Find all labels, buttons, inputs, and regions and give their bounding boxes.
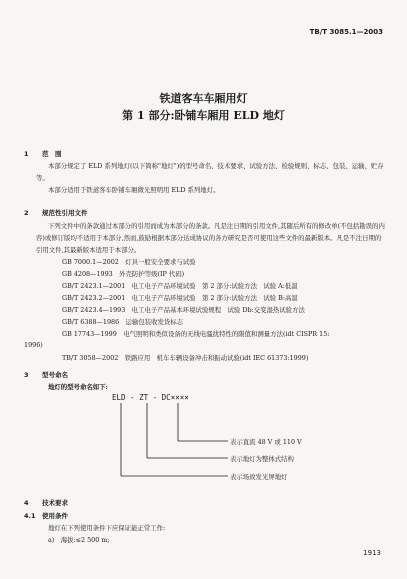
reference-item: TB/T 3058—2002 铁路应用 机车车辆设备冲击和振动试验(idt IEC 61373:1999) xyxy=(62,354,309,362)
section-1-paragraph-1: 本部分规定了 ELD 系列地灯(以下简称"地灯")的型号命名、技术要求、试验方法、检验规则、标志、包装、运输、贮存等。 xyxy=(36,162,384,182)
code-description-voltage: 表示直流 48 V 或 110 V xyxy=(230,438,302,446)
section-number: 4 xyxy=(24,499,29,507)
section-4-paragraph-1: 地灯在下列使用条件下应保证能正常工作: xyxy=(48,524,166,532)
code-description-structure: 表示地灯为整体式结构 xyxy=(230,455,294,463)
reference-item: GB 17743—1999 电气照明和类似设备的无线电骚扰特性的限值和测量方法(idt CISPR 15: xyxy=(62,330,330,338)
standard-number: TB/T 3085.1—2003 xyxy=(309,28,383,36)
section-number: 2 xyxy=(24,209,29,217)
reference-item: GB 7000.1—2002 灯具一般安全要求与试验 xyxy=(62,258,196,266)
subsection-title: 使用条件 xyxy=(42,512,68,520)
subsection-number: 4.1 xyxy=(24,512,36,520)
model-code: ELD - ZT - DC×××× xyxy=(112,393,189,402)
section-2-paragraph-1: 下列文件中的条款通过本部分的引用而成为本部分的条款。凡是注日期的引用文件,其随后所有的修改单(不包括勘误的内容)或修订版均不适用于本部分,然而,鼓励根据本部分达成协议的各方研究是否可使用这些文件的最新版本。凡是不注日期的引用文件,其最新版本适用于本部分。 xyxy=(36,222,385,254)
reference-item: GB/T 6388—1986 运输包装收发货标志 xyxy=(62,318,184,326)
reference-item: GB/T 2423.4—1993 电工电子产品基本环境试验规程 试验 Db:交变湿热试验方法 xyxy=(62,306,305,314)
section-title: 规范性引用文件 xyxy=(42,209,88,217)
reference-item-continuation: 1996) xyxy=(24,341,43,349)
section-4-heading xyxy=(24,498,68,507)
reference-item: GB 4208—1993 外壳防护等级(IP 代码) xyxy=(62,270,185,278)
subsection-4-1-heading xyxy=(24,511,68,520)
page-number: 1913 xyxy=(363,549,381,557)
code-description-type: 表示场致发光屏地灯 xyxy=(230,473,288,481)
section-title: 范 围 xyxy=(42,150,62,158)
document-title: 铁道客车车厢用灯 xyxy=(159,92,248,105)
section-title: 型号命名 xyxy=(42,371,68,379)
document-subtitle: 第 1 部分:卧铺车厢用 ELD 地灯 xyxy=(122,109,285,122)
condition-item-a: a) 海拔:≤2 500 m; xyxy=(48,536,110,544)
reference-item: GB/T 2423.1—2001 电工电子产品环境试验 第 2 部分:试验方法 试验 A:低温 xyxy=(62,282,298,290)
reference-item: GB/T 2423.2—2001 电工电子产品环境试验 第 2 部分:试验方法 试验 B:高温 xyxy=(62,294,298,302)
section-number: 1 xyxy=(24,150,29,158)
section-1-paragraph-2: 本部分适用于铁道客车卧铺车厢微光照明用 ELD 系列地灯。 xyxy=(48,186,220,194)
section-3-intro: 地灯的型号命名如下: xyxy=(48,383,108,391)
section-title: 技术要求 xyxy=(42,499,68,507)
section-number: 3 xyxy=(24,371,29,379)
